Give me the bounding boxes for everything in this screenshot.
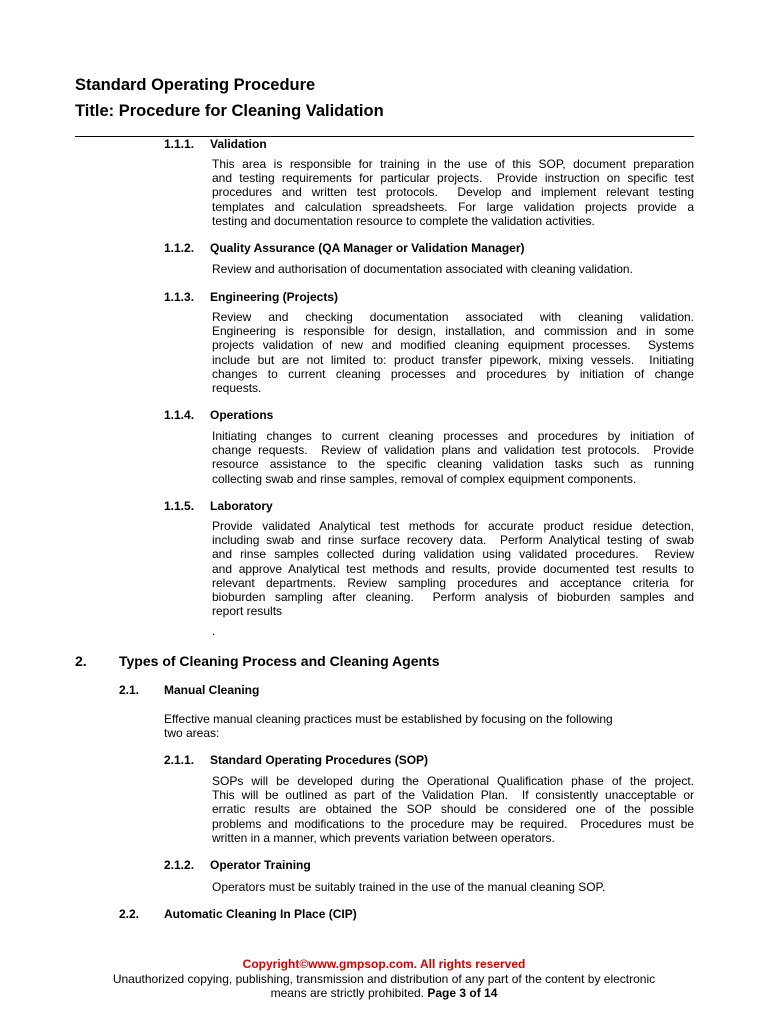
text-line: and rinse samples collected during validation using validated procedures. Review xyxy=(212,547,694,562)
text-line: This area is responsible for training in the use of this SOP, document preparation xyxy=(212,157,694,171)
text-line: report results xyxy=(212,604,283,619)
section-number-2: 2. xyxy=(75,653,87,669)
text-line: Effective manual cleaning practices must be established by focusing on the following xyxy=(164,712,613,726)
text-line: problems and modifications to the procedure may be required. Procedures must be xyxy=(212,816,694,831)
section-title-types-of-cleaning: Types of Cleaning Process and Cleaning Agents xyxy=(119,653,440,669)
legal-notice-line-2 xyxy=(0,986,768,1000)
section-body-quality-assurance xyxy=(212,262,694,276)
trailing-period: . xyxy=(212,624,216,638)
text-line: bioburden sampling after cleaning. Perform analysis of bioburden samples and xyxy=(212,590,694,605)
copyright-notice: Copyright©www.gmpsop.com. All rights reserved xyxy=(242,957,526,971)
text-line: relevant departments. Review sampling procedures and acceptance criteria for xyxy=(212,575,694,590)
text-line: requests. xyxy=(212,381,262,396)
section-title-validation: Validation xyxy=(210,137,267,151)
text-line: collecting swab and rinse samples, removal of complex equipment components. xyxy=(212,471,637,486)
text-line: written in a manner, which prevents variation between operators. xyxy=(212,830,555,845)
legal-notice-text: means are strictly prohibited. xyxy=(270,986,425,1000)
section-number-2-1-1: 2.1.1. xyxy=(164,753,195,767)
section-number-1-1-4: 1.1.4. xyxy=(164,408,195,422)
section-body-operator-training xyxy=(212,880,694,894)
section-body-operations xyxy=(212,429,694,486)
section-number-2-1: 2.1. xyxy=(119,683,140,697)
section-body-engineering xyxy=(212,310,694,395)
text-line: and approve Analytical test methods and results, provide documented test results to xyxy=(212,561,694,576)
text-line: Initiating changes to current cleaning processes and procedures by initiation of xyxy=(212,429,694,443)
document-type-heading: Standard Operating Procedure xyxy=(75,76,316,94)
section-title-laboratory: Laboratory xyxy=(210,499,273,513)
section-title-operator-training: Operator Training xyxy=(210,858,311,872)
text-line: Review and authorisation of documentation associated with cleaning validation. xyxy=(212,262,633,276)
section-body-sop xyxy=(212,774,694,845)
section-number-1-1-3: 1.1.3. xyxy=(164,290,195,304)
text-line: procedures and written test protocols. Develop and implement relevant testing xyxy=(212,185,694,200)
section-number-2-1-2: 2.1.2. xyxy=(164,858,195,872)
section-body-manual-cleaning xyxy=(164,712,694,740)
text-line: Operators must be suitably trained in the use of the manual cleaning SOP. xyxy=(212,880,606,894)
text-line: templates and calculation spreadsheets. For large validation projects provide a xyxy=(212,199,694,214)
text-line: changes to current cleaning processes and procedures by initiation of change xyxy=(212,366,694,381)
text-line: Engineering is responsible for design, installation, and commission and in some xyxy=(212,324,694,339)
section-number-2-2: 2.2. xyxy=(119,907,140,921)
page-number: Page 3 of 14 xyxy=(427,986,498,1000)
text-line: SOPs will be developed during the Operational Qualification phase of the project. xyxy=(212,774,694,788)
section-title-manual-cleaning: Manual Cleaning xyxy=(164,683,260,697)
section-number-1-1-2: 1.1.2. xyxy=(164,241,195,255)
text-line: two areas: xyxy=(164,726,220,741)
section-number-1-1-5: 1.1.5. xyxy=(164,499,195,513)
text-line: change requests. Review of validation plans and validation test protocols. Provide xyxy=(212,443,694,458)
text-line: Provide validated Analytical test methods for accurate product residue detection, xyxy=(212,519,694,533)
text-line: Review and checking documentation associated with cleaning validation. xyxy=(212,310,694,324)
text-line: testing and documentation resource to complete the validation activities. xyxy=(212,213,595,228)
text-line: erratic results are obtained the SOP should be considered one of the possible xyxy=(212,802,694,817)
section-title-engineering: Engineering (Projects) xyxy=(210,290,339,304)
section-title-sop: Standard Operating Procedures (SOP) xyxy=(210,753,429,767)
legal-notice-line-1: Unauthorized copying, publishing, transmission and distribution of any part of the content by electronic xyxy=(112,972,656,986)
section-title-quality-assurance: Quality Assurance (QA Manager or Validation Manager) xyxy=(210,241,525,255)
text-line: include but are not limited to: product transfer pipework, mixing vessels. Initiating xyxy=(212,352,694,367)
text-line: resource assistance to the specific cleaning validation tasks such as running xyxy=(212,457,694,472)
section-body-validation xyxy=(212,157,694,228)
text-line: and testing requirements for particular projects. Provide instruction on specific test xyxy=(212,171,694,186)
section-number-1-1-1: 1.1.1. xyxy=(164,137,195,151)
text-line: including swab and rinse surface recovery data. Perform Analytical testing of swab xyxy=(212,533,694,548)
text-line: projects validation of new and modified cleaning equipment processes. Systems xyxy=(212,338,694,353)
section-title-operations: Operations xyxy=(210,408,274,422)
section-title-cip: Automatic Cleaning In Place (CIP) xyxy=(164,907,357,921)
text-line: This will be outlined as part of the Validation Plan. If consistently unacceptable or xyxy=(212,788,694,803)
document-title: Title: Procedure for Cleaning Validation xyxy=(75,102,384,120)
section-body-laboratory xyxy=(212,519,694,618)
